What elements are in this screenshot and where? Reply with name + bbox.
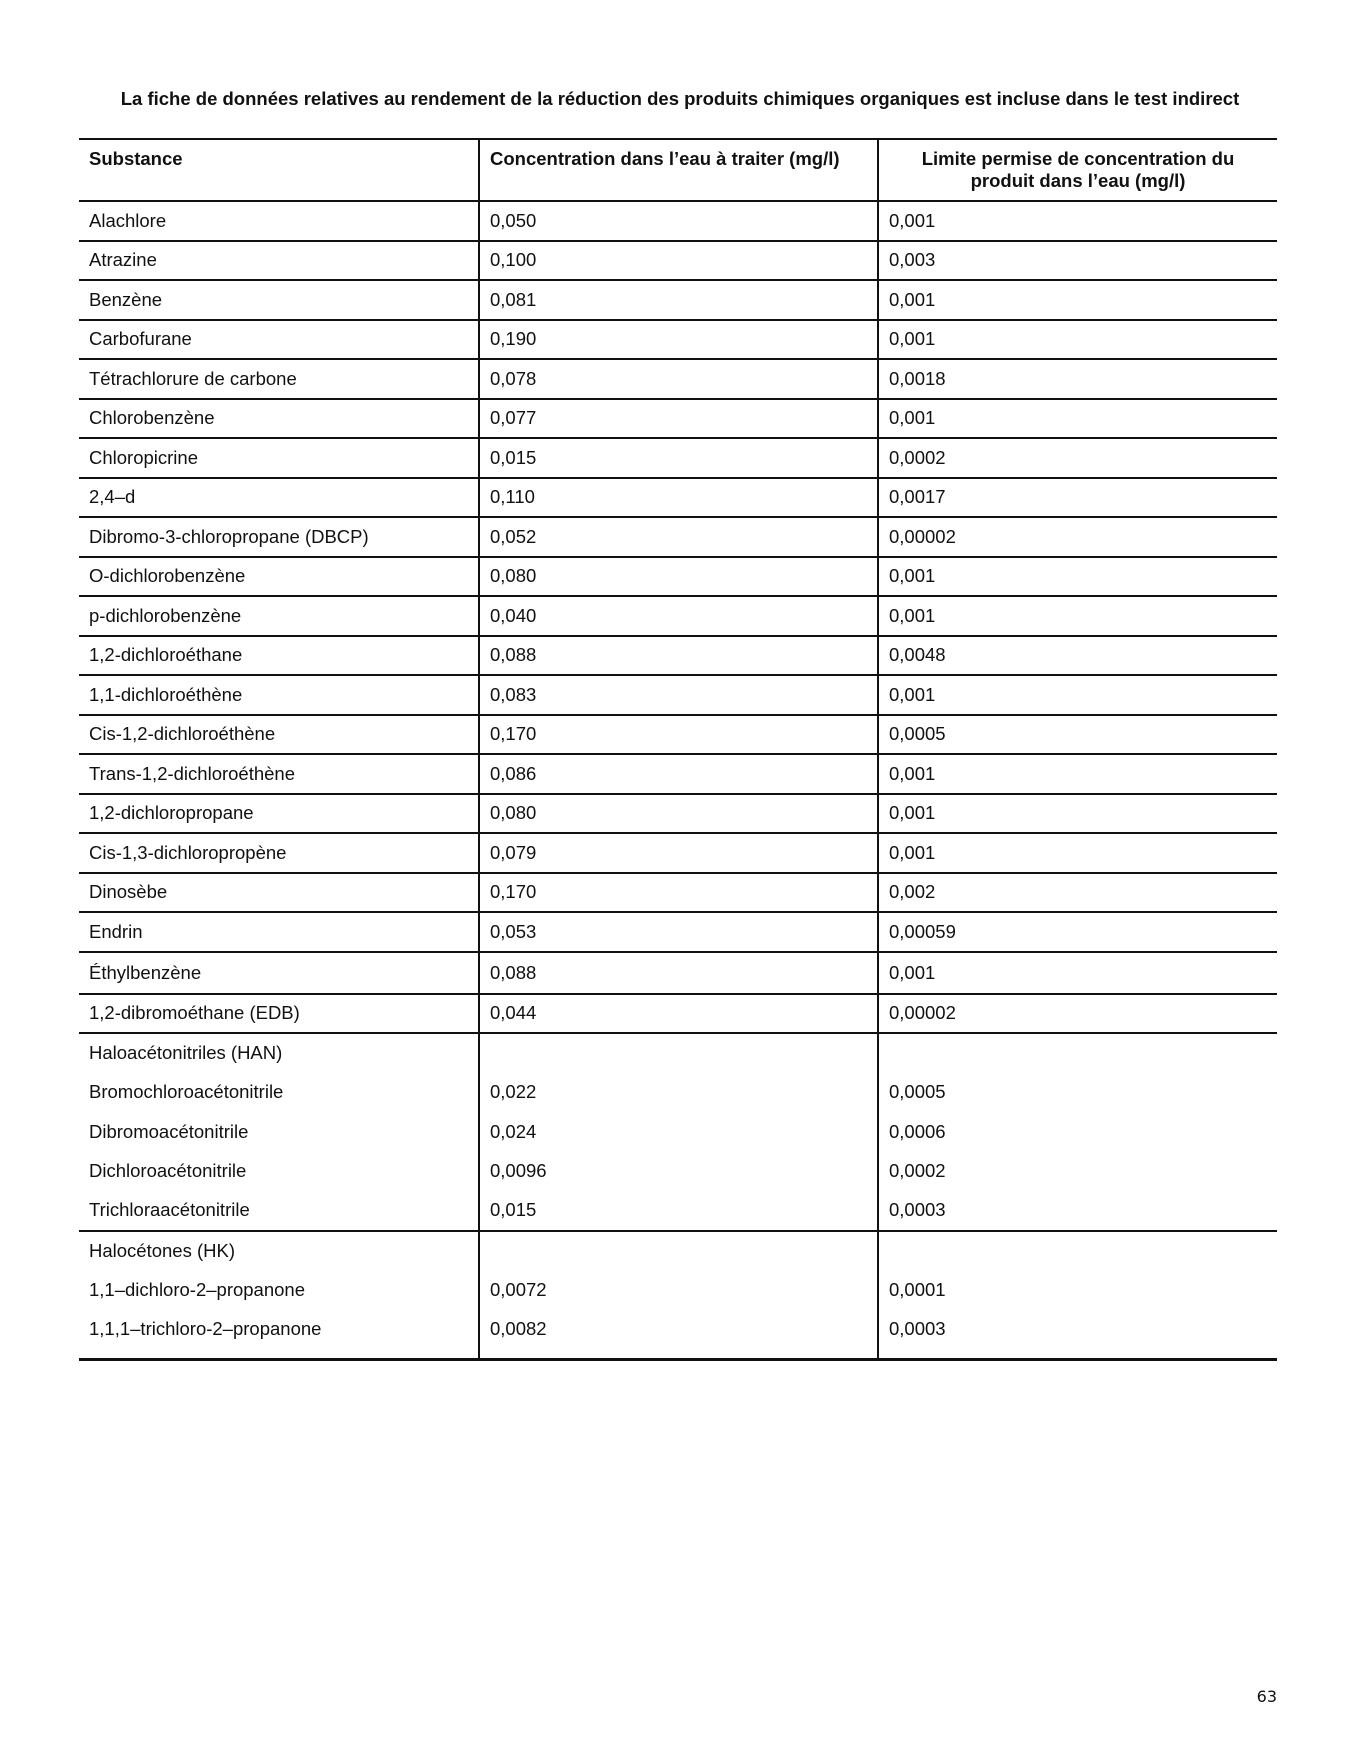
- cell-concentration: 0,022: [479, 1073, 878, 1113]
- cell-concentration: [479, 1033, 878, 1073]
- cell-substance: 1,1-dichloroéthène: [79, 675, 479, 715]
- spacer-cell: [878, 1349, 1277, 1359]
- table-row: [79, 952, 1277, 994]
- cell-substance: Bromochloroacétonitrile: [89, 1081, 284, 1103]
- cell-concentration: 0,088: [479, 636, 878, 676]
- cell-limit: 0,0018: [878, 359, 1277, 399]
- cell-limit: 0,00002: [878, 517, 1277, 557]
- table-row: [79, 833, 1277, 873]
- cell-substance: Atrazine: [79, 241, 479, 281]
- cell-substance: Haloacétonitriles (HAN): [89, 1042, 283, 1064]
- cell-substance: Dibromoacétonitrile: [89, 1120, 249, 1142]
- cell-concentration: [479, 1231, 878, 1271]
- cell-concentration: 0,083: [479, 675, 878, 715]
- cell-limit: 0,001: [878, 399, 1277, 439]
- cell-limit: 0,0005: [878, 715, 1277, 755]
- cell-substance: 1,2-dibromoéthane (EDB): [79, 994, 479, 1034]
- table-row: [79, 1152, 1277, 1192]
- cell-substance: Chlorobenzène: [79, 399, 479, 439]
- spacer-cell: [79, 1349, 479, 1359]
- cell-substance: Benzène: [79, 280, 479, 320]
- cell-concentration: 0,015: [479, 438, 878, 478]
- table-row: [79, 320, 1277, 360]
- cell-limit: 0,0002: [878, 1152, 1277, 1192]
- cell-substance: 1,1,1–trichloro-2–propanone: [89, 1318, 322, 1340]
- cell-substance: Dichloroacétonitrile: [89, 1160, 247, 1182]
- cell-concentration: 0,0096: [479, 1152, 878, 1192]
- table-bottom-rule: [79, 1349, 1277, 1359]
- cell-limit: 0,001: [878, 201, 1277, 241]
- spacer-cell: [479, 1349, 878, 1359]
- cell-limit: 0,001: [878, 952, 1277, 994]
- cell-limit: 0,001: [878, 794, 1277, 834]
- table-row: [79, 438, 1277, 478]
- page-number: 63: [1256, 1687, 1277, 1706]
- cell-concentration: 0,079: [479, 833, 878, 873]
- table-body: [79, 201, 1277, 1359]
- cell-limit: 0,001: [878, 833, 1277, 873]
- table-row: [79, 1231, 1277, 1271]
- page-title: La fiche de données relatives au rendement de la réduction des produits chimiques organiques est incluse dans le test indirect: [120, 88, 1240, 109]
- cell-concentration: 0,052: [479, 517, 878, 557]
- cell-limit: 0,001: [878, 557, 1277, 597]
- table-row: [79, 1270, 1277, 1310]
- header-limit: Limite permise de concentration du produit dans l’eau (mg/l): [878, 139, 1277, 201]
- table-row: [79, 359, 1277, 399]
- cell-substance: Cis-1,2-dichloroéthène: [79, 715, 479, 755]
- cell-substance: Éthylbenzène: [79, 952, 479, 994]
- table-row: [79, 636, 1277, 676]
- cell-substance: Trans-1,2-dichloroéthène: [79, 754, 479, 794]
- table-row: [79, 1112, 1277, 1152]
- cell-limit: 0,00002: [878, 994, 1277, 1034]
- table-row: [79, 912, 1277, 952]
- cell-concentration: 0,080: [479, 557, 878, 597]
- table-row: [79, 1033, 1277, 1073]
- table-row: [79, 399, 1277, 439]
- cell-substance: Alachlore: [79, 201, 479, 241]
- cell-limit: [878, 1231, 1277, 1271]
- cell-concentration: 0,110: [479, 478, 878, 518]
- cell-limit: 0,0048: [878, 636, 1277, 676]
- cell-substance: Trichloraacétonitrile: [79, 1191, 479, 1231]
- cell-concentration: 0,077: [479, 399, 878, 439]
- cell-limit: 0,0017: [878, 478, 1277, 518]
- table-row: [79, 1073, 1277, 1113]
- cell-limit: 0,0003: [878, 1310, 1277, 1350]
- cell-concentration: 0,053: [479, 912, 878, 952]
- cell-limit: 0,0006: [878, 1112, 1277, 1152]
- cell-substance: p-dichlorobenzène: [79, 596, 479, 636]
- cell-substance: 2,4–d: [79, 478, 479, 518]
- cell-concentration: 0,080: [479, 794, 878, 834]
- cell-substance: 1,2-dichloroéthane: [79, 636, 479, 676]
- cell-limit: 0,003: [878, 241, 1277, 281]
- cell-substance: Chloropicrine: [79, 438, 479, 478]
- cell-limit: 0,0003: [878, 1191, 1277, 1231]
- table-row: [79, 715, 1277, 755]
- table-row: [79, 280, 1277, 320]
- cell-substance: 1,2-dichloropropane: [79, 794, 479, 834]
- table-header-row: [79, 139, 1277, 201]
- table-row: [79, 201, 1277, 241]
- cell-substance: O-dichlorobenzène: [79, 557, 479, 597]
- cell-concentration: 0,0072: [479, 1270, 878, 1310]
- table-row: [79, 478, 1277, 518]
- header-substance: Substance: [79, 139, 479, 201]
- cell-concentration: 0,024: [479, 1112, 878, 1152]
- header-concentration: Concentration dans l’eau à traiter (mg/l): [479, 139, 878, 201]
- table-row: [79, 557, 1277, 597]
- table-row: [79, 994, 1277, 1034]
- cell-limit: 0,002: [878, 873, 1277, 913]
- cell-limit: 0,0001: [878, 1270, 1277, 1310]
- table-row: [79, 596, 1277, 636]
- table-row: [79, 241, 1277, 281]
- cell-concentration: 0,170: [479, 873, 878, 913]
- data-table: [79, 138, 1277, 1361]
- cell-limit: 0,001: [878, 596, 1277, 636]
- cell-concentration: 0,044: [479, 994, 878, 1034]
- cell-concentration: 0,190: [479, 320, 878, 360]
- table-row: [79, 675, 1277, 715]
- cell-substance: Endrin: [79, 912, 479, 952]
- cell-concentration: 0,0082: [479, 1310, 878, 1350]
- cell-concentration: 0,100: [479, 241, 878, 281]
- table-row: [79, 1191, 1277, 1231]
- cell-substance: Cis-1,3-dichloropropène: [79, 833, 479, 873]
- table-row: [79, 873, 1277, 913]
- cell-concentration: 0,081: [479, 280, 878, 320]
- cell-limit: 0,001: [878, 675, 1277, 715]
- cell-concentration: 0,040: [479, 596, 878, 636]
- cell-substance: Dinosèbe: [79, 873, 479, 913]
- cell-substance: Tétrachlorure de carbone: [79, 359, 479, 399]
- cell-limit: 0,0002: [878, 438, 1277, 478]
- table-row: [79, 754, 1277, 794]
- cell-concentration: 0,050: [479, 201, 878, 241]
- cell-concentration: 0,170: [479, 715, 878, 755]
- table-row: [79, 794, 1277, 834]
- table-row: [79, 1310, 1277, 1350]
- cell-limit: 0,001: [878, 754, 1277, 794]
- cell-limit: 0,001: [878, 280, 1277, 320]
- cell-limit: 0,001: [878, 320, 1277, 360]
- cell-limit: 0,00059: [878, 912, 1277, 952]
- cell-concentration: 0,088: [479, 952, 878, 994]
- cell-substance: Dibromo-3-chloropropane (DBCP): [79, 517, 479, 557]
- cell-concentration: 0,015: [479, 1191, 878, 1231]
- cell-substance: Carbofurane: [79, 320, 479, 360]
- cell-substance: 1,1–dichloro-2–propanone: [89, 1278, 306, 1300]
- cell-limit: 0,0005: [878, 1073, 1277, 1113]
- cell-limit: [878, 1033, 1277, 1073]
- cell-substance: Halocétones (HK): [89, 1239, 236, 1261]
- cell-concentration: 0,078: [479, 359, 878, 399]
- table-row: [79, 517, 1277, 557]
- cell-concentration: 0,086: [479, 754, 878, 794]
